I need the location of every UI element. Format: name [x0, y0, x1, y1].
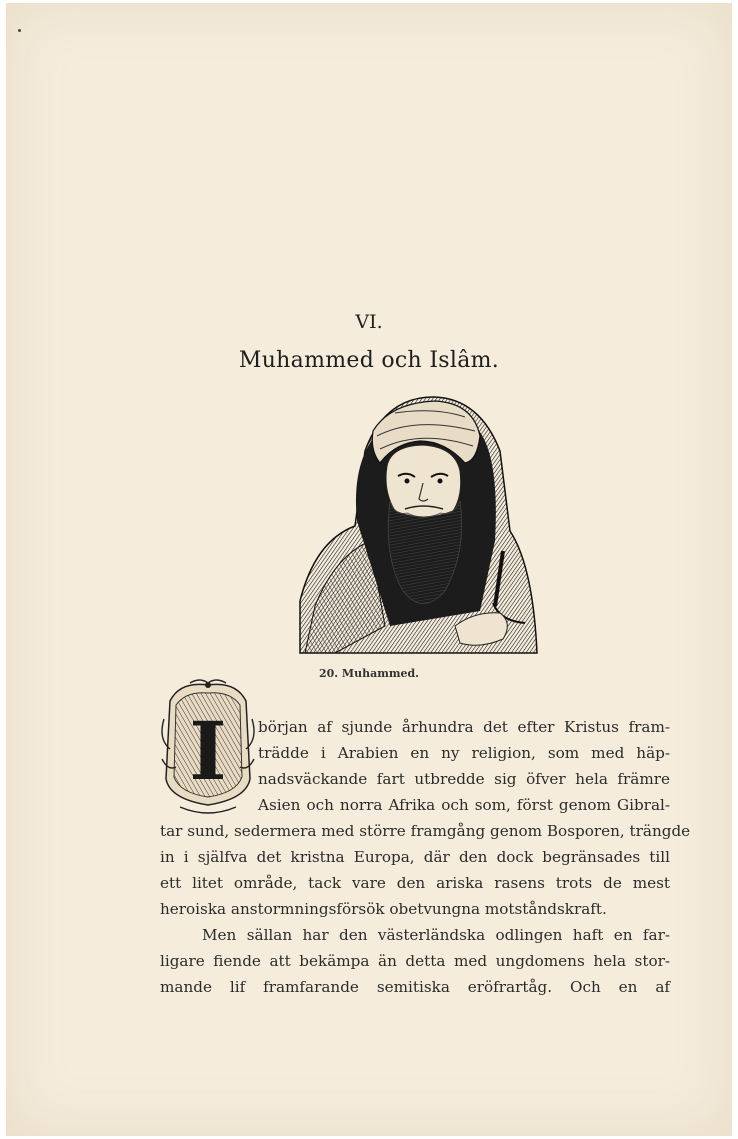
- figure-caption: 20. Muhammed.: [318, 667, 420, 680]
- text-line: trädde i Arabien en ny religion, som med häp-: [258, 744, 670, 762]
- text-line: ligare fiende att bekämpa än detta med ungdomens hela stor-: [160, 952, 670, 970]
- text-line: nadsväckande fart utbredde sig öfver hela främre: [258, 770, 670, 788]
- text-line: tar sund, sedermera med större framgång genom Bosporen, trängde: [160, 822, 691, 840]
- chapter-title: Muhammed och Islâm.: [238, 348, 500, 373]
- text-line: heroiska anstormningsförsök obetvungna motståndskraft.: [160, 900, 607, 918]
- muhammed-portrait-illustration: [295, 391, 540, 656]
- text-line: början af sjunde århundra det efter Kristus fram-: [258, 718, 670, 736]
- speck: [18, 29, 21, 32]
- text-line: Asien och norra Afrika och som, först genom Gibral-: [258, 796, 670, 814]
- ornamental-drop-cap: [160, 679, 256, 815]
- text-line: Men sällan har den västerländska odlingen haft en far-: [202, 926, 670, 944]
- text-line: mande lif framfarande semitiska eröfrartåg. Och en af: [160, 978, 670, 996]
- text-line: in i själfva det kristna Europa, där den dock begränsades till: [160, 848, 670, 866]
- drop-cap-letter: I: [189, 704, 227, 798]
- chapter-number: VI.: [355, 311, 383, 333]
- text-line: ett litet område, tack vare den ariska rasens trots de mest: [160, 874, 670, 892]
- book-page: [6, 3, 732, 1136]
